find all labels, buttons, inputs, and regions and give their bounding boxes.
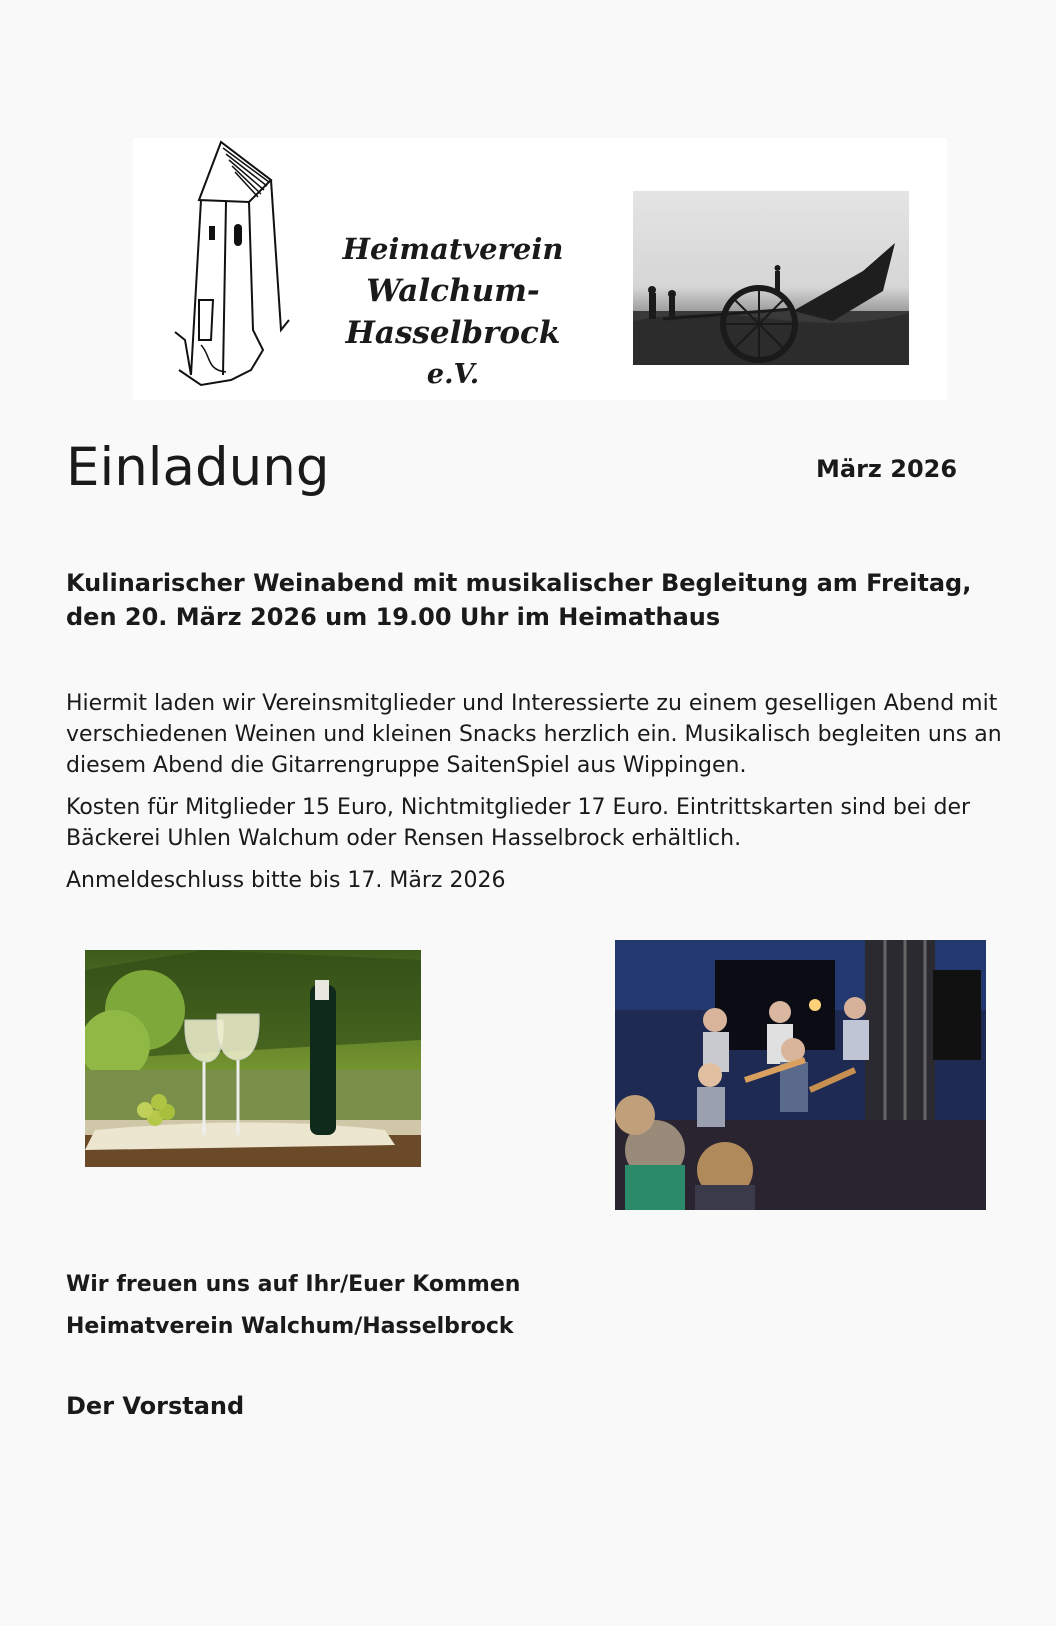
club-name-line2: Walchum-Hasselbrock [345,273,561,351]
header-banner [133,138,947,400]
church-tower-drawing [171,140,291,390]
signature-board: Der Vorstand [66,1392,245,1420]
club-name-logo [298,228,608,396]
body-paragraph-deadline: Anmeldeschluss bitte bis 17. März 2026 [66,868,506,893]
closing-lines [66,1264,520,1348]
body-paragraph-invitation: Hiermit laden wir Vereinsmitglieder und Interessierte zu einem geselligen Abend mit verschiedenen Weinen und kleinen Snacks herzlich ein. Musikalisch begleiten uns an diesem Abend die Gitarrengruppe SaitenSpiel aus Wippingen. [66,691,1002,778]
closing-club: Heimatverein Walchum/Hasselbrock [66,1314,514,1339]
page-title: Einladung [66,437,330,498]
body-paragraph-costs: Kosten für Mitglieder 15 Euro, Nichtmitglieder 17 Euro. Eintrittskarten sind bei der Bäckerei Uhlen Walchum oder Rensen Hasselbrock erhältlich. [66,795,971,851]
club-name-line3: e.V. [426,359,480,390]
wine-glasses-photo [85,950,421,1167]
closing-greeting: Wir freuen uns auf Ihr/Euer Kommen [66,1272,521,1297]
guitar-group-photo [615,940,986,1210]
club-name-line1: Heimatverein [342,232,564,266]
historic-plough-photo [633,191,909,365]
issue-date: März 2026 [816,455,958,483]
invitation-body [66,688,1026,907]
event-headline: Kulinarischer Weinabend mit musikalischer Begleitung am Freitag, den 20. März 2026 um 19.00 Uhr im Heimathaus [66,569,972,631]
